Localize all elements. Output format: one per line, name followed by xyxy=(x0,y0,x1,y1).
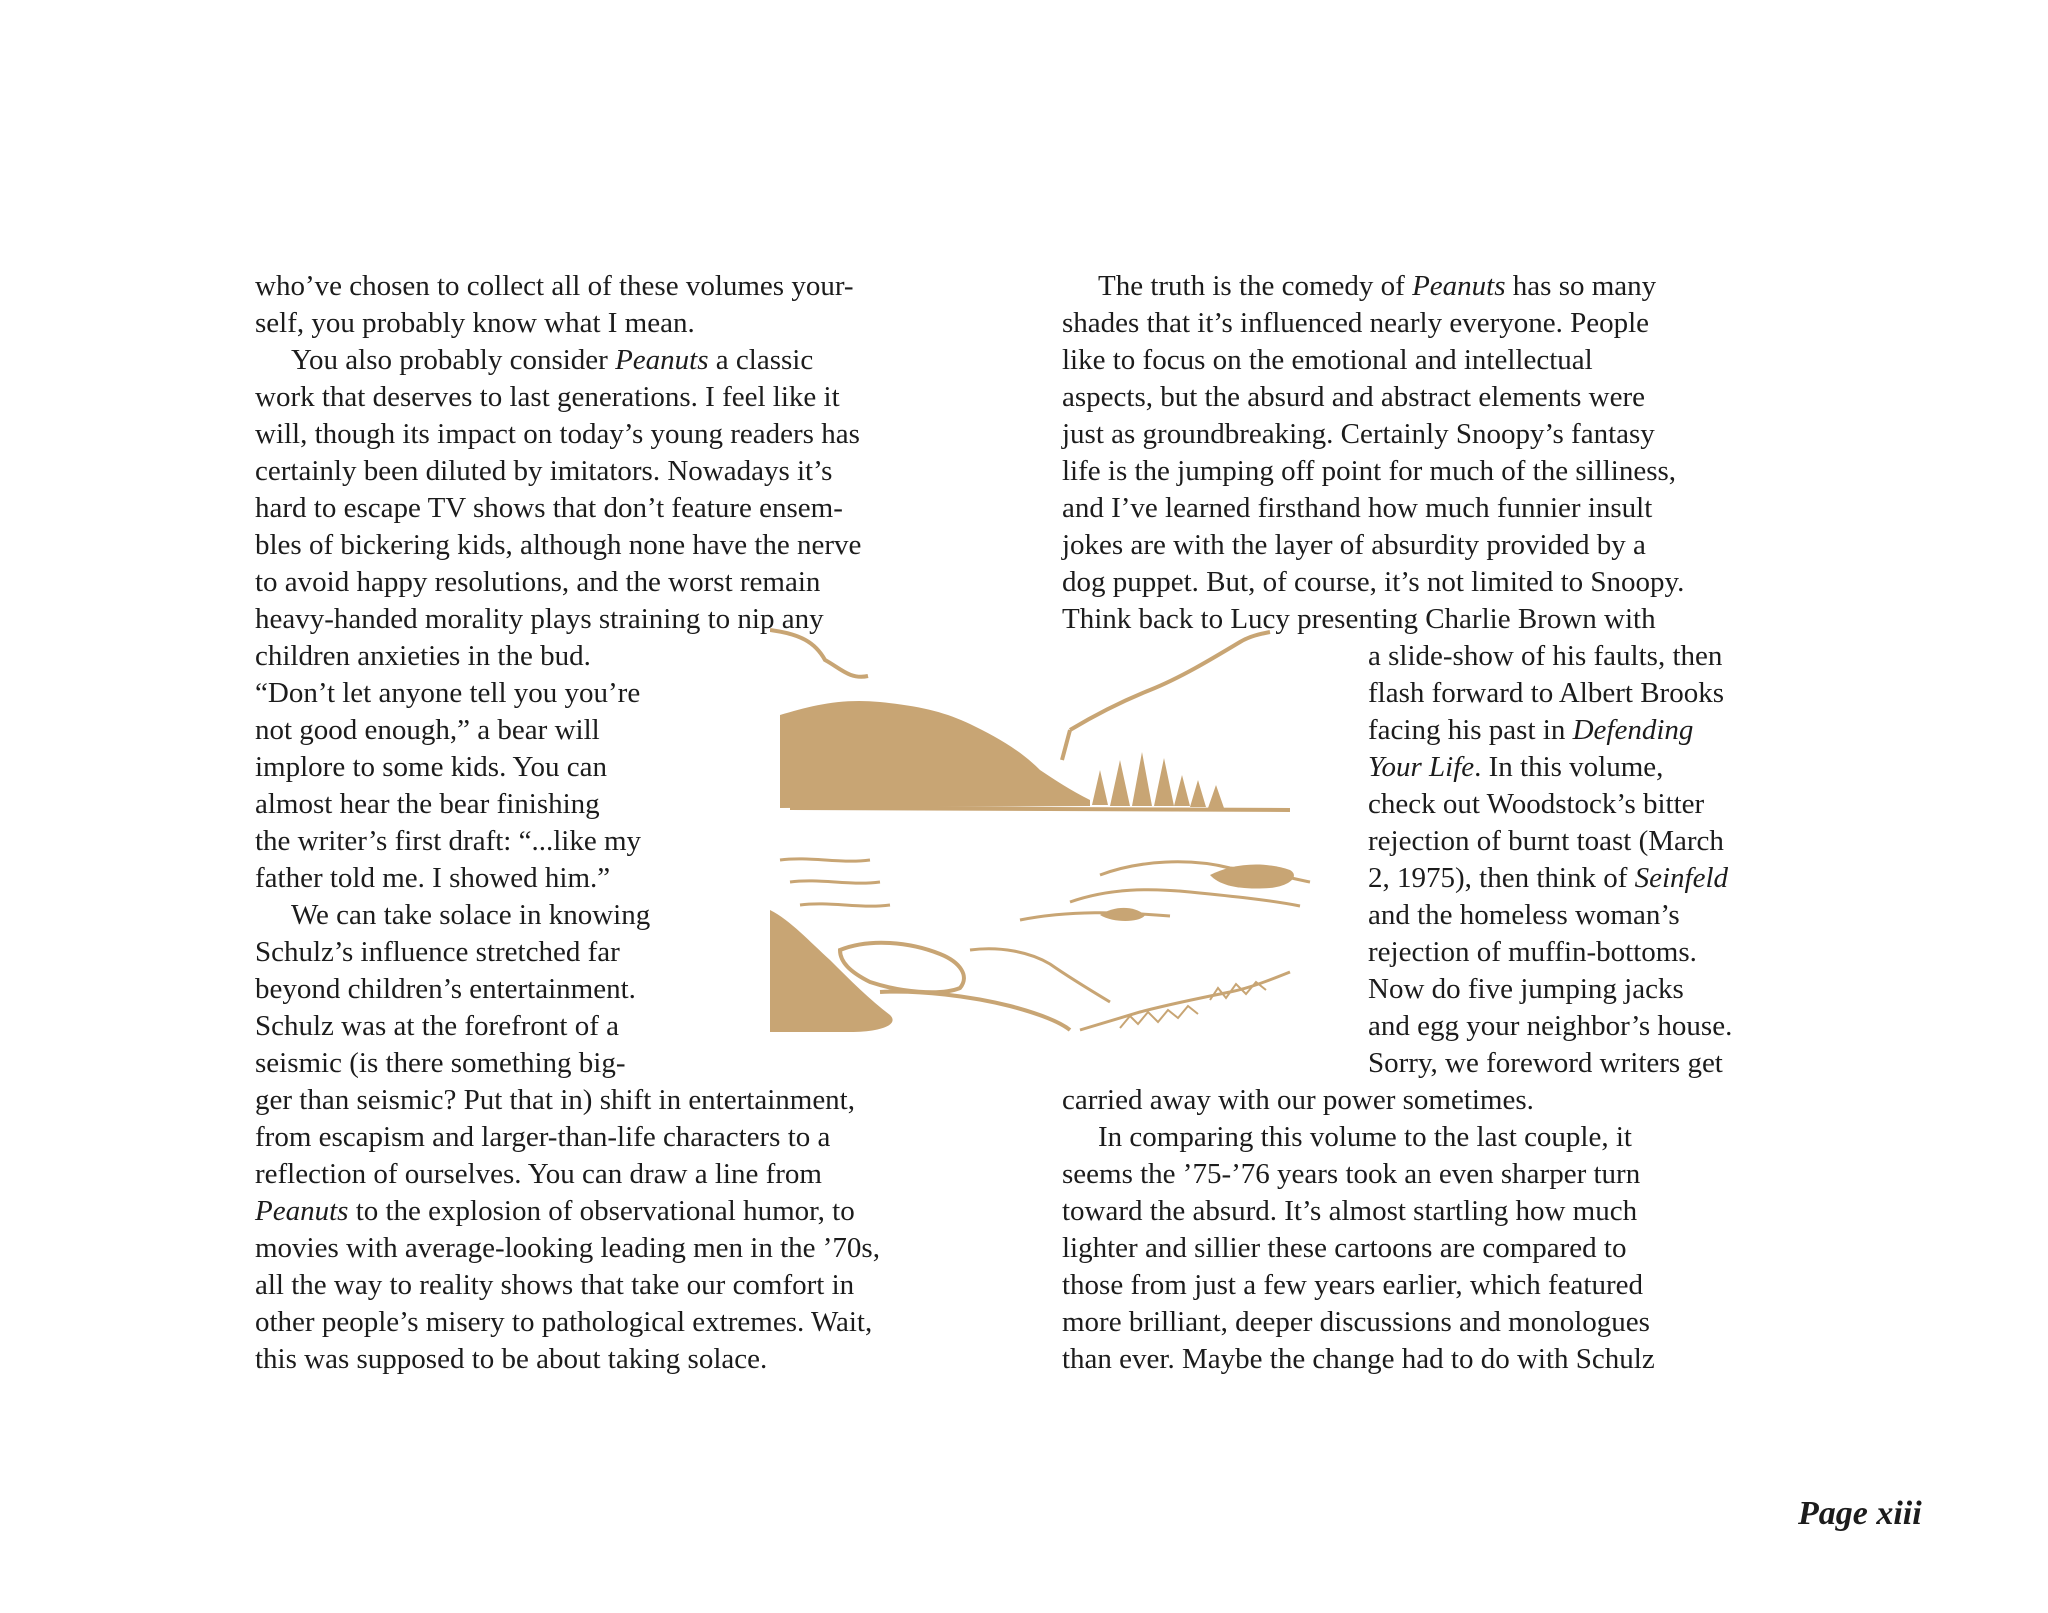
right-column-line: Think back to Lucy presenting Charlie Brown with xyxy=(1062,603,1656,635)
left-column-line: who’ve chosen to collect all of these volumes your- xyxy=(255,270,854,302)
left-column-line: not good enough,” a bear will xyxy=(255,714,600,746)
line-text: . In this volume, xyxy=(1474,751,1664,783)
line-text: has so many xyxy=(1505,270,1657,302)
left-column-line: work that deserves to last generations. I feel like it xyxy=(255,381,840,413)
left-column-line: to avoid happy resolutions, and the worst remain xyxy=(255,566,821,598)
right-column-line: than ever. Maybe the change had to do with Schulz xyxy=(1062,1343,1655,1375)
left-column-line: Schulz was at the forefront of a xyxy=(255,1010,619,1042)
right-column-line: more brilliant, deeper discussions and monologues xyxy=(1062,1306,1650,1338)
line-text: 2, 1975), then think of xyxy=(1368,862,1635,894)
left-column-line: other people’s misery to pathological extremes. Wait, xyxy=(255,1306,873,1338)
left-column-line: children anxieties in the bud. xyxy=(255,640,591,672)
right-column-line: In comparing this volume to the last couple, it xyxy=(1098,1121,1632,1153)
line-text: facing his past in xyxy=(1368,714,1573,746)
italic-title: Peanuts xyxy=(255,1195,349,1227)
left-column-line: hard to escape TV shows that don’t feature ensem- xyxy=(255,492,843,524)
italic-title: Peanuts xyxy=(615,344,709,376)
line-text: to the explosion of observational humor, to xyxy=(348,1195,855,1227)
right-column-line: shades that it’s influenced nearly everyone. People xyxy=(1062,307,1650,339)
right-column-line: seems the ’75-’76 years took an even sharper turn xyxy=(1062,1158,1641,1190)
right-column-line: check out Woodstock’s bitter xyxy=(1368,788,1705,820)
line-text: You also probably consider xyxy=(291,344,616,376)
right-column-line: Now do five jumping jacks xyxy=(1368,973,1684,1005)
line-text: The truth is the comedy of xyxy=(1098,270,1413,302)
line-text: a classic xyxy=(708,344,814,376)
right-column-line: rejection of muffin-bottoms. xyxy=(1368,936,1697,968)
right-column-line: lighter and sillier these cartoons are compared to xyxy=(1062,1232,1627,1264)
left-column-line xyxy=(255,1193,855,1230)
left-column-line: certainly been diluted by imitators. Nowadays it’s xyxy=(255,455,833,487)
right-column-line xyxy=(1098,268,1656,305)
right-column-line xyxy=(1368,749,1663,786)
right-column-line: like to focus on the emotional and intellectual xyxy=(1062,344,1593,376)
right-column-line: toward the absurd. It’s almost startling how much xyxy=(1062,1195,1638,1227)
right-column-line: a slide-show of his faults, then xyxy=(1368,640,1723,672)
right-column-line: life is the jumping off point for much of the silliness, xyxy=(1062,455,1677,487)
left-column-line: heavy-handed morality plays straining to nip any xyxy=(255,603,824,635)
right-column-line: flash forward to Albert Brooks xyxy=(1368,677,1724,709)
left-column-line: reflection of ourselves. You can draw a line from xyxy=(255,1158,822,1190)
right-column-line: and I’ve learned firsthand how much funnier insult xyxy=(1062,492,1653,524)
left-column-line: ger than seismic? Put that in) shift in entertainment, xyxy=(255,1084,855,1116)
left-column-line: almost hear the bear finishing xyxy=(255,788,600,820)
italic-title: Seinfeld xyxy=(1634,862,1729,894)
right-column-line: those from just a few years earlier, which featured xyxy=(1062,1269,1644,1301)
right-column-line: and egg your neighbor’s house. xyxy=(1368,1010,1733,1042)
left-column-line: seismic (is there something big- xyxy=(255,1047,626,1079)
right-column-line: rejection of burnt toast (March xyxy=(1368,825,1724,857)
left-column-line: movies with average-looking leading men in the ’70s, xyxy=(255,1232,880,1264)
italic-title: Defending xyxy=(1572,714,1694,746)
left-column-line: will, though its impact on today’s young readers has xyxy=(255,418,860,450)
right-column-line xyxy=(1368,712,1693,749)
right-column-line: dog puppet. But, of course, it’s not limited to Snoopy. xyxy=(1062,566,1685,598)
right-column-line: and the homeless woman’s xyxy=(1368,899,1680,931)
left-column-line: all the way to reality shows that take our comfort in xyxy=(255,1269,855,1301)
left-column-line: self, you probably know what I mean. xyxy=(255,307,695,339)
left-column-line xyxy=(291,342,813,379)
right-column-line: aspects, but the absurd and abstract elements were xyxy=(1062,381,1646,413)
italic-title: Your Life xyxy=(1368,751,1475,783)
left-column-line: the writer’s first draft: “...like my xyxy=(255,825,642,857)
right-column-line: just as groundbreaking. Certainly Snoopy’s fantasy xyxy=(1062,418,1655,450)
left-column-line: Schulz’s influence stretched far xyxy=(255,936,620,968)
left-column-line: this was supposed to be about taking solace. xyxy=(255,1343,768,1375)
left-column-line: bles of bickering kids, although none have the nerve xyxy=(255,529,862,561)
right-column-line xyxy=(1368,860,1728,897)
right-column-line: Sorry, we foreword writers get xyxy=(1368,1047,1723,1079)
left-column-line: father told me. I showed him.” xyxy=(255,862,611,894)
lake-landscape-illustration xyxy=(770,620,1320,1040)
left-column-line: implore to some kids. You can xyxy=(255,751,608,783)
left-column-line: beyond children’s entertainment. xyxy=(255,973,636,1005)
italic-title: Peanuts xyxy=(1412,270,1506,302)
right-column-line: jokes are with the layer of absurdity provided by a xyxy=(1062,529,1646,561)
page-number: Page xiii xyxy=(1798,1495,1922,1532)
right-column-line: carried away with our power sometimes. xyxy=(1062,1084,1534,1116)
left-column-line: from escapism and larger-than-life characters to a xyxy=(255,1121,831,1153)
left-column-line: “Don’t let anyone tell you you’re xyxy=(255,677,641,709)
left-column-line: We can take solace in knowing xyxy=(291,899,651,931)
